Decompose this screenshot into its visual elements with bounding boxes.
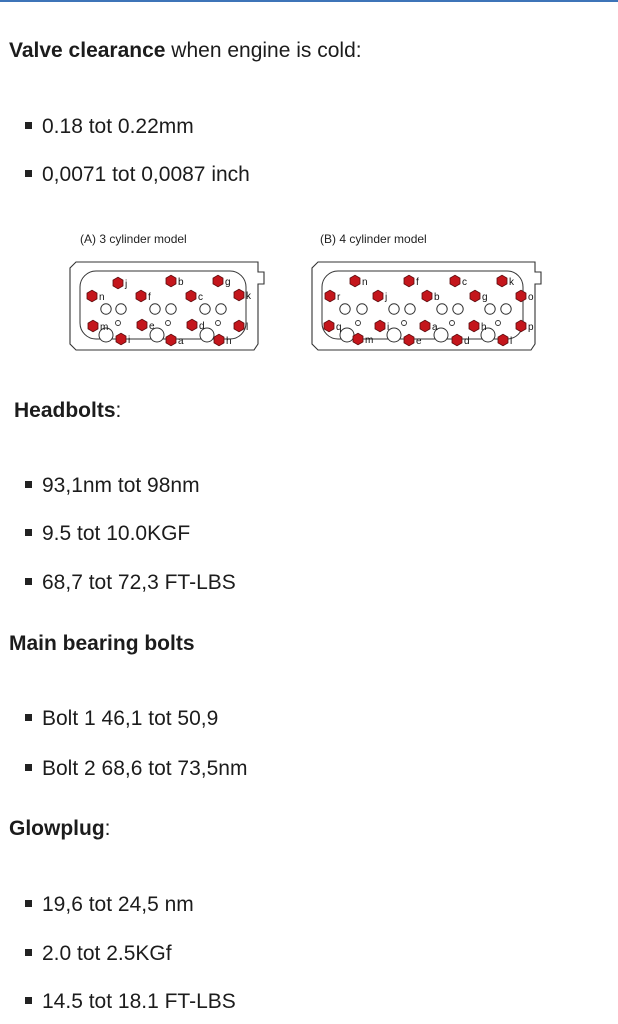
injector-circle: [402, 321, 407, 326]
bolt-hex-icon: [186, 290, 196, 302]
list-item: [25, 942, 172, 966]
bolt-label: j: [385, 292, 388, 303]
bolt-hex-icon: [353, 333, 363, 345]
glowplug-title: Glowplug: [9, 817, 105, 840]
bolt-hex-icon: [113, 277, 123, 289]
bolt-hex-icon: [136, 290, 146, 302]
bolt-label: o: [528, 292, 534, 303]
valve-circle: [200, 304, 210, 314]
list-item: [25, 115, 194, 139]
list-item: [25, 757, 247, 781]
bolt-hex-icon: [324, 320, 334, 332]
bolt-label: b: [178, 277, 184, 288]
list-item: [25, 707, 218, 731]
bolt-label: h: [226, 336, 232, 347]
bolt-hex-icon: [373, 290, 383, 302]
bolt-hex-icon: [450, 275, 460, 287]
bolt-hex-icon: [187, 319, 197, 331]
valve-circle: [150, 304, 160, 314]
list-item: [25, 893, 194, 917]
valve-circle: [389, 304, 399, 314]
injector-circle: [116, 321, 121, 326]
bolt-label: q: [336, 322, 342, 333]
bolt-hex-icon: [87, 290, 97, 302]
bullet-icon: [25, 949, 32, 956]
injector-circle: [356, 321, 361, 326]
list-item-text: 68,7 tot 72,3 FT-LBS: [42, 571, 236, 594]
valve-circle: [437, 304, 447, 314]
bolt-label: l: [510, 336, 513, 347]
bolt-hex-icon: [234, 289, 244, 301]
bolt-label: e: [149, 321, 155, 332]
bolt-label: d: [199, 321, 205, 332]
headbolts-colon: :: [115, 399, 122, 422]
right-diagram-label: (B) 4 cylinder model: [320, 232, 427, 246]
bolt-hex-icon: [214, 334, 224, 346]
bolt-label: k: [246, 291, 251, 302]
list-item-text: 14.5 tot 18.1 FT-LBS: [42, 990, 236, 1013]
bullet-icon: [25, 997, 32, 1004]
bolt-label: k: [509, 277, 514, 288]
bolt-hex-icon: [469, 320, 479, 332]
bolt-label: g: [225, 277, 231, 288]
bolt-hex-icon: [516, 320, 526, 332]
list-item: [25, 522, 190, 546]
bullet-icon: [25, 481, 32, 488]
bolt-hex-icon: [166, 334, 176, 346]
bullet-icon: [25, 764, 32, 771]
bullet-icon: [25, 122, 32, 129]
bolt-label: a: [178, 336, 184, 347]
bullet-icon: [25, 900, 32, 907]
list-item-text: Bolt 2 68,6 tot 73,5nm: [42, 757, 248, 780]
bolt-label: f: [148, 292, 151, 303]
injector-circle: [216, 321, 221, 326]
glowplug-heading: [9, 817, 111, 841]
top-divider: [0, 0, 618, 2]
list-item-text: 9.5 tot 10.0KGF: [42, 522, 191, 545]
bolt-label: c: [198, 292, 203, 303]
injector-circle: [450, 321, 455, 326]
bolt-label: n: [362, 277, 368, 288]
bolt-label: l: [246, 322, 249, 333]
valve-circle: [216, 304, 226, 314]
bullet-icon: [25, 578, 32, 585]
bolt-hex-icon: [498, 334, 508, 346]
headbolts-heading: [14, 399, 121, 423]
bullet-icon: [25, 529, 32, 536]
bolt-label: f: [416, 277, 419, 288]
bolt-hex-icon: [213, 275, 223, 287]
bolt-label: i: [128, 335, 131, 346]
bolt-hex-icon: [234, 320, 244, 332]
bolt-label: c: [462, 277, 467, 288]
bolt-label: p: [528, 322, 534, 333]
bolt-hex-icon: [420, 320, 430, 332]
valve-circle: [166, 304, 176, 314]
list-item: [25, 163, 250, 187]
glowplug-colon: :: [104, 817, 111, 840]
bolt-hex-icon: [137, 319, 147, 331]
injector-circle: [166, 321, 171, 326]
bolt-label: h: [481, 322, 487, 333]
valve-circle: [501, 304, 511, 314]
bolt-label: g: [482, 292, 488, 303]
headbolts-title: Headbolts: [14, 399, 116, 422]
bolt-label: m: [100, 322, 109, 333]
bolt-hex-icon: [350, 275, 360, 287]
list-item-text: 93,1nm tot 98nm: [42, 474, 200, 497]
bolt-hex-icon: [404, 334, 414, 346]
bullet-icon: [25, 170, 32, 177]
bolt-hex-icon: [422, 290, 432, 302]
main-bearing-title: Main bearing bolts: [9, 632, 195, 655]
bolt-hex-icon: [516, 290, 526, 302]
bolt-label: d: [464, 336, 470, 347]
bolt-hex-icon: [404, 275, 414, 287]
bolt-hex-icon: [116, 333, 126, 345]
bolt-hex-icon: [88, 320, 98, 332]
bolt-label: a: [432, 322, 438, 333]
bolt-hex-icon: [166, 275, 176, 287]
list-item-text: 2.0 tot 2.5KGf: [42, 942, 172, 965]
valve-circle: [485, 304, 495, 314]
four-cylinder-head: [312, 262, 541, 350]
bolt-hex-icon: [497, 275, 507, 287]
list-item-text: 19,6 tot 24,5 nm: [42, 893, 194, 916]
valve-circle: [405, 304, 415, 314]
list-item: [25, 474, 200, 498]
bolt-label: n: [99, 292, 105, 303]
list-item-text: Bolt 1 46,1 tot 50,9: [42, 707, 219, 730]
valve-clearance-subtitle: when engine is cold:: [165, 39, 362, 62]
valve-circle: [116, 304, 126, 314]
list-item: [25, 990, 236, 1014]
bolt-hex-icon: [375, 320, 385, 332]
valve-circle: [453, 304, 463, 314]
valve-circle: [101, 304, 111, 314]
list-item: [25, 571, 236, 595]
bolt-label: b: [434, 292, 440, 303]
bolt-label: j: [125, 279, 128, 290]
bolt-label: e: [416, 336, 422, 347]
valve-circle: [357, 304, 367, 314]
bolt-tightening-diagram: [0, 222, 618, 362]
injector-circle: [496, 321, 501, 326]
valve-circle: [340, 304, 350, 314]
main-bearing-heading: [9, 632, 195, 656]
bolt-hex-icon: [470, 290, 480, 302]
valve-clearance-heading: [9, 39, 362, 63]
valve-clearance-title: Valve clearance: [9, 39, 166, 62]
bolt-label: i: [387, 322, 390, 333]
bolt-label: m: [365, 335, 374, 346]
left-diagram-label: (A) 3 cylinder model: [80, 232, 187, 246]
list-item-text: 0.18 tot 0.22mm: [42, 115, 194, 138]
bolt-label: r: [337, 292, 341, 303]
bullet-icon: [25, 714, 32, 721]
bolt-hex-icon: [325, 290, 335, 302]
three-cylinder-head: [70, 262, 264, 350]
list-item-text: 0,0071 tot 0,0087 inch: [42, 163, 250, 186]
bolt-hex-icon: [452, 334, 462, 346]
glowplug-circle: [340, 328, 354, 342]
